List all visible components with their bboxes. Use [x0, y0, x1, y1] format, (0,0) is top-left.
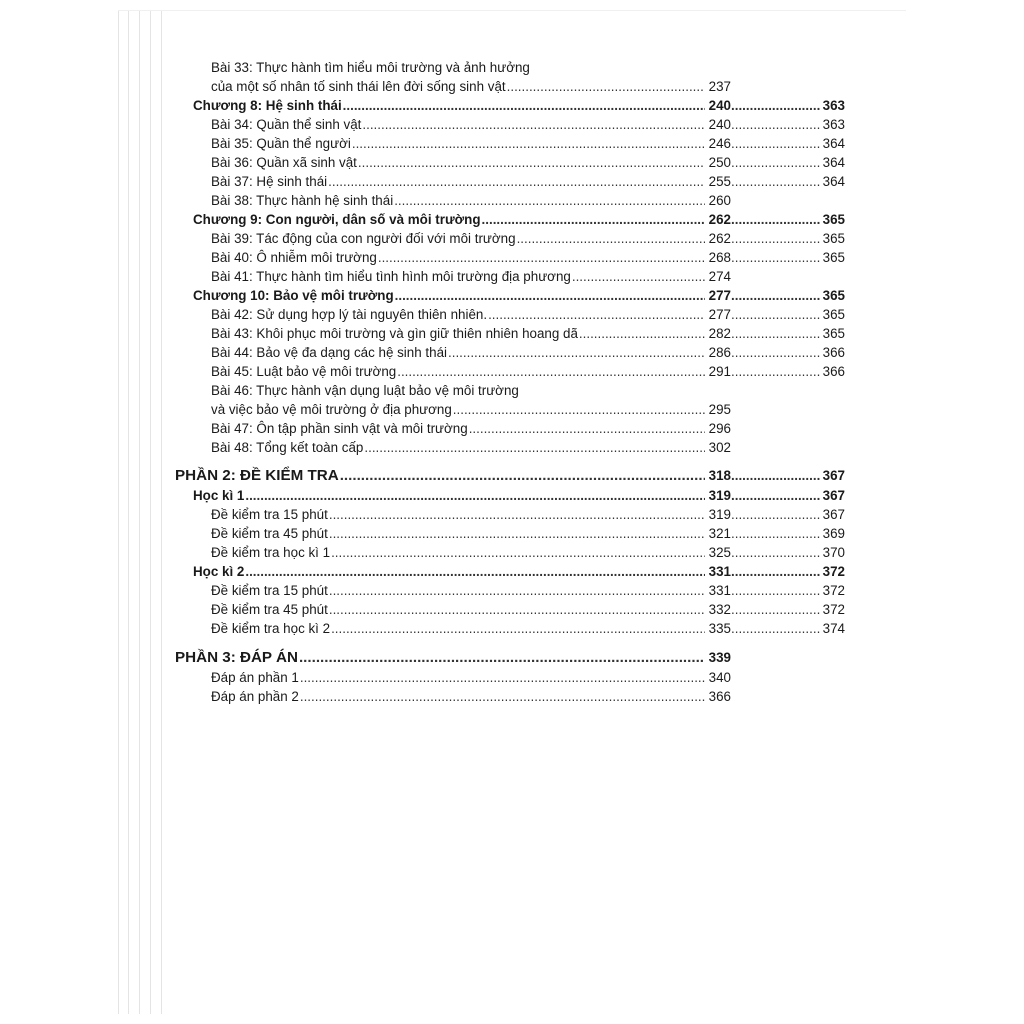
page-number: 260	[708, 193, 731, 208]
dot-leader	[453, 400, 705, 419]
answer-page-number: 365	[822, 307, 845, 322]
page-edge	[118, 10, 119, 1014]
dot-leader	[328, 172, 705, 191]
toc-entry-title: Đề kiểm tra 45 phút	[211, 602, 328, 617]
dot-leader	[343, 96, 705, 115]
toc-entry-title: Học kì 2	[193, 564, 245, 579]
toc-entry	[211, 305, 845, 324]
toc-entry	[211, 668, 731, 687]
dot-leader	[731, 343, 821, 362]
dot-leader	[329, 600, 705, 619]
toc-entry-title: Bài 35: Quần thể người	[211, 136, 351, 151]
page-number: 255	[708, 174, 731, 189]
answer-page-number: 363	[822, 98, 845, 113]
toc-entry-title: Chương 8: Hệ sinh thái	[193, 98, 342, 113]
dot-leader	[731, 505, 821, 524]
page-number: 262	[708, 231, 731, 246]
dot-leader	[364, 438, 705, 457]
dot-leader	[394, 191, 705, 210]
toc-entry	[211, 581, 845, 600]
page-edge	[161, 10, 162, 1014]
dot-leader	[331, 619, 705, 638]
page-number: 302	[708, 440, 731, 455]
toc-entry-title: Bài 34: Quần thể sinh vật	[211, 117, 362, 132]
dot-leader	[482, 210, 705, 229]
answer-page-number: 370	[822, 545, 845, 560]
toc-entry	[211, 400, 731, 419]
toc-entry-title: Bài 36: Quần xã sinh vật	[211, 155, 357, 170]
toc-entry	[211, 600, 845, 619]
toc-entry	[211, 543, 845, 562]
dot-leader	[331, 543, 705, 562]
toc-entry	[211, 267, 731, 286]
toc-entry-title: Bài 42: Sử dụng hợp lý tài nguyên thiên nhiên.	[211, 307, 488, 322]
toc-entry-title: và việc bảo vệ môi trường ở địa phương	[211, 402, 452, 417]
dot-leader	[731, 210, 821, 229]
toc-entry-title: Bài 38: Thực hành hệ sinh thái	[211, 193, 394, 208]
dot-leader	[731, 286, 821, 305]
page-number: 277	[708, 288, 731, 303]
page-number: 295	[708, 402, 731, 417]
toc-entry	[211, 153, 845, 172]
toc-entry-title: Chương 10: Bảo vệ môi trường	[193, 288, 394, 303]
toc-entry	[211, 58, 711, 77]
dot-leader	[731, 172, 821, 191]
answer-page-number: 367	[822, 507, 845, 522]
dot-leader	[329, 524, 705, 543]
toc-entry	[211, 619, 845, 638]
toc-entry	[211, 438, 731, 457]
page-edge	[128, 10, 129, 1014]
dot-leader	[731, 619, 821, 638]
dot-leader	[488, 305, 705, 324]
page-number: 286	[708, 345, 731, 360]
toc-entry-title: Đề kiểm tra 15 phút	[211, 583, 328, 598]
toc-entry-title: Học kì 1	[193, 488, 245, 503]
page-number: 335	[708, 621, 731, 636]
dot-leader	[731, 229, 821, 248]
page-number: 332	[708, 602, 731, 617]
dot-leader	[731, 324, 821, 343]
dot-leader	[245, 562, 705, 581]
page-number: 340	[708, 670, 731, 685]
answer-page-number: 363	[822, 117, 845, 132]
page-number: 277	[708, 307, 731, 322]
dot-leader	[395, 286, 705, 305]
answer-page-number: 369	[822, 526, 845, 541]
answer-page-number: 367	[822, 468, 845, 483]
dot-leader	[300, 668, 705, 687]
toc-chapter	[193, 286, 845, 305]
page-number: 331	[708, 583, 731, 598]
toc-entry	[211, 524, 845, 543]
dot-leader	[352, 134, 705, 153]
answer-page-number: 372	[822, 602, 845, 617]
answer-page-number: 372	[822, 564, 845, 579]
toc-entry-title: Bài 40: Ô nhiễm môi trường	[211, 250, 377, 265]
toc-entry-title: PHẦN 2: ĐỀ KIỂM TRA	[175, 467, 339, 484]
dot-leader	[362, 115, 705, 134]
page-number: 237	[708, 79, 731, 94]
answer-page-number: 364	[822, 155, 845, 170]
toc-entry-title: Đề kiểm tra học kì 1	[211, 545, 331, 560]
dot-leader	[731, 562, 821, 581]
answer-page-number: 365	[822, 326, 845, 341]
toc-entry	[211, 343, 845, 362]
toc-entry-title: Đề kiểm tra học kì 2	[211, 621, 331, 636]
toc-entry	[211, 229, 845, 248]
toc-entry-title: Bài 37: Hệ sinh thái	[211, 174, 328, 189]
toc-entry	[211, 248, 845, 267]
toc-entry-title: của một số nhân tố sinh thái lên đời sống sinh vật	[211, 79, 506, 94]
dot-leader	[731, 600, 821, 619]
dot-leader	[731, 96, 821, 115]
dot-leader	[245, 486, 705, 505]
dot-leader	[299, 647, 705, 669]
dot-leader	[731, 248, 821, 267]
toc-chapter	[193, 562, 845, 581]
toc-entry-title: Bài 48: Tổng kết toàn cấp	[211, 440, 364, 455]
toc-entry-title: Bài 46: Thực hành vận dụng luật bảo vệ môi trường	[211, 383, 519, 398]
dot-leader	[329, 505, 705, 524]
answer-page-number: 372	[822, 583, 845, 598]
page-number: 319	[708, 488, 731, 503]
page-number: 296	[708, 421, 731, 436]
toc-entry	[211, 505, 845, 524]
page-number: 240	[708, 117, 731, 132]
toc-entry	[211, 324, 845, 343]
toc-entry	[211, 362, 845, 381]
toc-entry	[211, 115, 845, 134]
answer-page-number: 364	[822, 136, 845, 151]
page-number: 262	[708, 212, 731, 227]
dot-leader	[731, 362, 821, 381]
page-number: 291	[708, 364, 731, 379]
page-number: 282	[708, 326, 731, 341]
page-number: 246	[708, 136, 731, 151]
dot-leader	[572, 267, 705, 286]
dot-leader	[731, 305, 821, 324]
page-number: 318	[708, 468, 731, 483]
page-edge	[150, 10, 151, 1014]
page-number: 268	[708, 250, 731, 265]
toc-entry	[211, 77, 731, 96]
page-number: 274	[708, 269, 731, 284]
toc-entry-title: Đáp án phần 2	[211, 689, 299, 704]
dot-leader	[507, 77, 705, 96]
dot-leader	[731, 134, 821, 153]
page-number: 319	[708, 507, 731, 522]
toc-entry	[211, 172, 845, 191]
toc-entry-title: Đề kiểm tra 45 phút	[211, 526, 328, 541]
toc-entry-title: Bài 33: Thực hành tìm hiểu môi trường và ảnh hưởng	[211, 60, 530, 75]
dot-leader	[329, 581, 705, 600]
answer-page-number: 365	[822, 231, 845, 246]
toc-chapter	[193, 210, 845, 229]
toc-chapter	[193, 96, 845, 115]
toc-entry-title: Bài 45: Luật bảo vệ môi trường	[211, 364, 397, 379]
dot-leader	[579, 324, 705, 343]
answer-page-number: 364	[822, 174, 845, 189]
dot-leader	[378, 248, 705, 267]
dot-leader	[731, 153, 821, 172]
toc-part-heading	[175, 465, 845, 487]
page-number: 250	[708, 155, 731, 170]
answer-page-number: 367	[822, 488, 845, 503]
toc-part-heading	[175, 647, 731, 669]
answer-page-number: 365	[822, 250, 845, 265]
toc-chapter	[193, 486, 845, 505]
toc-entry-title: Bài 43: Khôi phục môi trường và gìn giữ thiên nhiên hoang dã	[211, 326, 578, 341]
answer-page-number: 366	[822, 345, 845, 360]
dot-leader	[731, 581, 821, 600]
dot-leader	[397, 362, 705, 381]
toc-entry-title: Bài 47: Ôn tập phần sinh vật và môi trường	[211, 421, 468, 436]
toc-entry	[211, 134, 845, 153]
toc-entry	[211, 191, 731, 210]
answer-page-number: 366	[822, 364, 845, 379]
toc-entry-title: Bài 39: Tác động của con người đối với môi trường	[211, 231, 516, 246]
dot-leader	[731, 524, 821, 543]
toc-entry-title: Bài 41: Thực hành tìm hiểu tình hình môi trường địa phương	[211, 269, 571, 284]
toc-entry-title: Bài 44: Bảo vệ đa dạng các hệ sinh thái	[211, 345, 447, 360]
toc-entry-title: Chương 9: Con người, dân số và môi trường	[193, 212, 481, 227]
dot-leader	[731, 465, 821, 487]
toc-entry-title: Đáp án phần 1	[211, 670, 299, 685]
dot-leader	[340, 465, 705, 487]
page-number: 240	[708, 98, 731, 113]
dot-leader	[731, 543, 821, 562]
page-number: 321	[708, 526, 731, 541]
dot-leader	[300, 687, 705, 706]
page-number: 366	[708, 689, 731, 704]
answer-page-number: 365	[822, 212, 845, 227]
page-top-edge	[118, 10, 906, 11]
page-number: 339	[708, 650, 731, 665]
toc-entry-title: Đề kiểm tra 15 phút	[211, 507, 328, 522]
dot-leader	[358, 153, 705, 172]
dot-leader	[517, 229, 705, 248]
dot-leader	[731, 486, 821, 505]
page-number: 325	[708, 545, 731, 560]
page-edge	[139, 10, 140, 1014]
toc-entry-title: PHẦN 3: ĐÁP ÁN	[175, 649, 298, 666]
toc-entry	[211, 687, 731, 706]
answer-page-number: 365	[822, 288, 845, 303]
dot-leader	[469, 419, 705, 438]
dot-leader	[731, 115, 821, 134]
answer-page-number: 374	[822, 621, 845, 636]
toc-entry	[211, 381, 711, 400]
page-number: 331	[708, 564, 731, 579]
dot-leader	[448, 343, 705, 362]
toc-entry	[211, 419, 731, 438]
